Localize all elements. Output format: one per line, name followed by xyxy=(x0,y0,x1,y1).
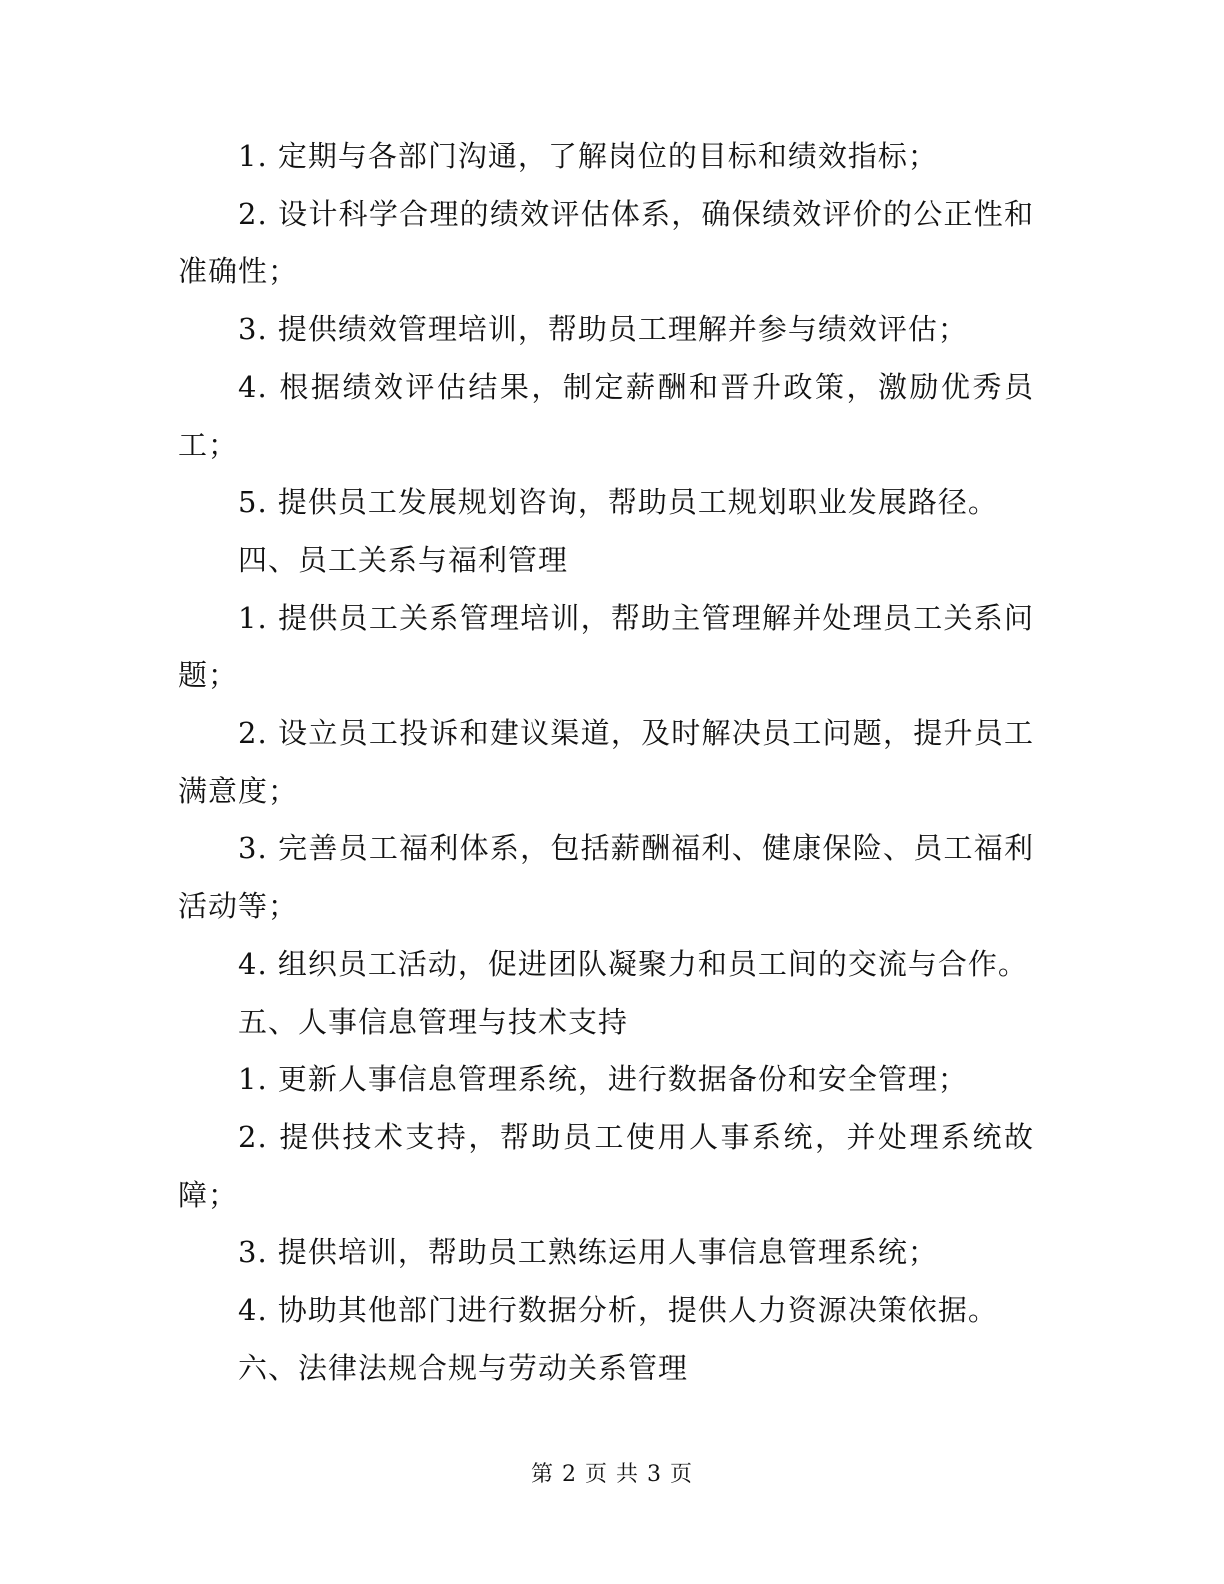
list-item: 3. 完善员工福利体系，包括薪酬福利、健康保险、员工福利活动等； xyxy=(178,831,1034,924)
list-item: 2. 提供技术支持，帮助员工使用人事系统，并处理系统故障； xyxy=(178,1119,1034,1212)
list-item: 1. 定期与各部门沟通，了解岗位的目标和绩效指标； xyxy=(238,139,938,173)
list-item: 2. 设计科学合理的绩效评估体系，确保绩效评价的公正性和准确性； xyxy=(178,196,1034,289)
page-number-footer: 第 2 页 共 3 页 xyxy=(531,1462,693,1487)
document-body xyxy=(178,128,1034,1397)
list-item: 1. 提供员工关系管理培训，帮助主管理解并处理员工关系问题； xyxy=(178,600,1034,693)
section-heading: 四、员工关系与福利管理 xyxy=(238,542,569,577)
section-heading: 六、法律法规合规与劳动关系管理 xyxy=(238,1350,689,1385)
list-item: 3. 提供绩效管理培训，帮助员工理解并参与绩效评估； xyxy=(238,312,968,347)
list-item: 3. 提供培训，帮助员工熟练运用人事信息管理系统； xyxy=(238,1235,938,1270)
list-item: 4. 协助其他部门进行数据分析，提供人力资源决策依据。 xyxy=(238,1293,998,1328)
list-item: 4. 根据绩效评估结果，制定薪酬和晋升政策，激励优秀员工； xyxy=(178,369,1034,462)
list-item: 1. 更新人事信息管理系统，进行数据备份和安全管理； xyxy=(238,1062,968,1097)
list-item: 4. 组织员工活动，促进团队凝聚力和员工间的交流与合作。 xyxy=(238,946,1028,981)
list-item: 5. 提供员工发展规划咨询，帮助员工规划职业发展路径。 xyxy=(238,485,998,520)
list-item: 2. 设立员工投诉和建议渠道，及时解决员工问题，提升员工满意度； xyxy=(178,716,1034,808)
section-heading: 五、人事信息管理与技术支持 xyxy=(238,1004,629,1039)
